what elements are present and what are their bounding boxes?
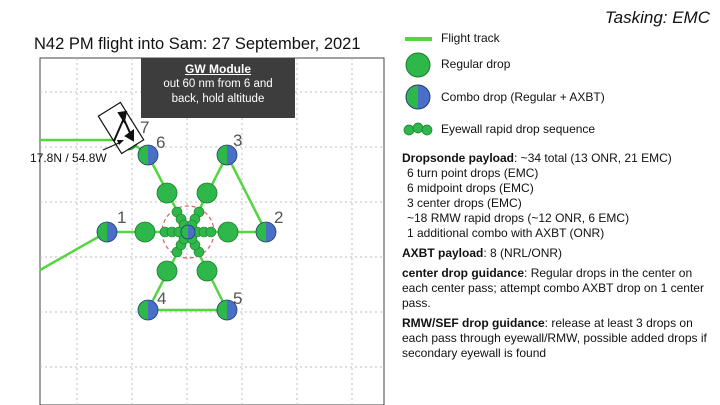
dropsonde-summary: : ~34 total (13 ONR, 21 EMC) [514, 151, 672, 165]
combo-drop-1 [97, 222, 117, 242]
dropsonde-item: 6 turn point drops (EMC) [407, 166, 539, 180]
regular-drop [135, 222, 155, 242]
regular-drop-legend-icon [406, 53, 430, 77]
dropsonde-payload [402, 151, 714, 166]
combo-drop-4 [138, 300, 158, 320]
dropsonde-item: 1 additional combo with AXBT (ONR) [407, 226, 605, 240]
axbt-text: : 8 (NRL/ONR) [483, 246, 563, 260]
point-label-5: 5 [233, 289, 243, 308]
dropsonde-heading: Dropsonde payload [402, 151, 515, 165]
dropsonde-item: 3 center drops (EMC) [407, 196, 522, 210]
point-label-6: 6 [156, 133, 166, 152]
regular-drop [157, 261, 177, 281]
legend-label-eyewall-sequence: Eyewall rapid drop sequence [441, 122, 596, 136]
eyewall-cluster-legend-icon [404, 123, 432, 135]
axbt-payload [402, 246, 714, 261]
dropsonde-item: ~18 RMW rapid drops (~12 ONR, 6 EMC) [407, 211, 630, 225]
legend-label-regular-drop: Regular drop [441, 57, 511, 71]
gw-module-heading: GW Module [185, 62, 251, 76]
rmw-drop-guidance [402, 316, 714, 361]
regular-drop [218, 222, 238, 242]
dropsonde-item: 6 midpoint drops (EMC) [407, 181, 534, 195]
point-label-1: 1 [117, 208, 127, 227]
rmw-guidance-text: : release at least 3 drops on each pass through eyewall/RMW, possible added drops if secondary eyewall is found [402, 316, 707, 360]
combo-drop-6 [138, 145, 158, 165]
regular-drop [197, 183, 217, 203]
legend-label-combo-drop: Combo drop (Regular + AXBT) [441, 90, 605, 104]
legend-label-flight-track: Flight track [441, 31, 500, 45]
axbt-heading: AXBT payload [402, 246, 484, 260]
regular-drop [197, 261, 217, 281]
gw-module-callout [141, 58, 295, 118]
page-title: N42 PM flight into Sam: 27 September, 2021 [34, 35, 361, 53]
coordinate-label: 17.8N / 54.8W [30, 151, 107, 165]
center-guidance-heading: center drop guidance [402, 266, 525, 280]
point-label-4: 4 [157, 289, 167, 308]
combo-drop-legend-icon [406, 85, 430, 109]
gw-module-line1: out 60 nm from 6 and [163, 78, 273, 90]
point-label-7: 7 [140, 118, 150, 137]
center-guidance-text: : Regular drops in the center on each center pass; attempt combo AXBT drop on 1 center pass. [402, 266, 704, 310]
regular-drop [157, 183, 177, 203]
legend-icons [404, 39, 432, 135]
combo-drop-2 [256, 222, 276, 242]
payload-notes [402, 151, 714, 361]
gw-module-line2: back, hold altitude [171, 93, 265, 105]
rmw-guidance-heading: RMW/SEF drop guidance [402, 316, 545, 330]
point-label-2: 2 [274, 208, 284, 227]
center-combo-drop [181, 225, 195, 239]
point-label-3: 3 [233, 131, 243, 150]
tasking-label: Tasking: EMC [604, 8, 710, 27]
center-drop-guidance [402, 266, 714, 311]
